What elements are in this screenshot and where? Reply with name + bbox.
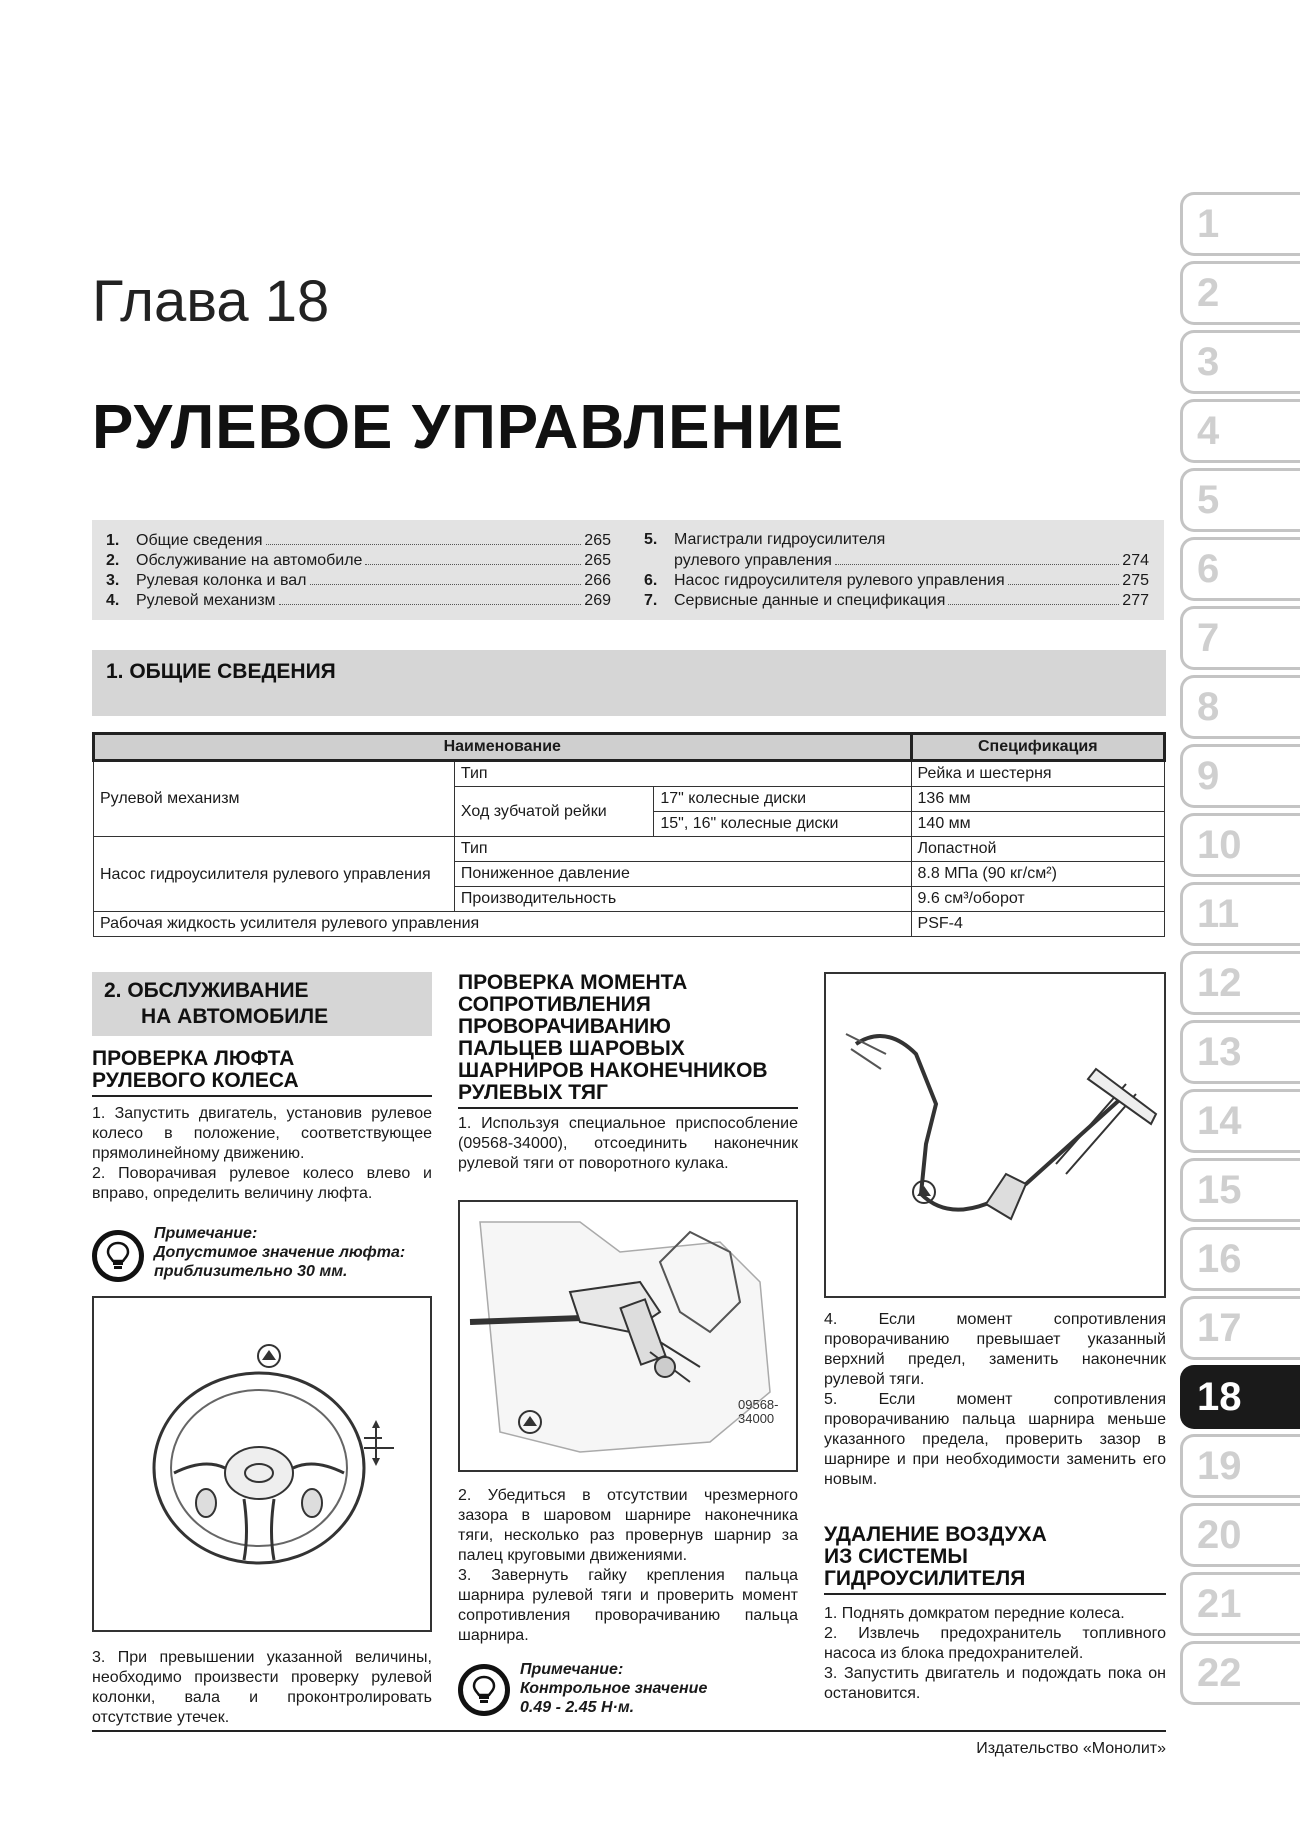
toc-page: 277: [1122, 592, 1149, 609]
toc-page: 274: [1122, 552, 1149, 569]
chapter-tab-1[interactable]: 1: [1180, 192, 1300, 256]
toc-item-6[interactable]: [644, 570, 1149, 590]
toc-item-5-cont[interactable]: [644, 550, 1149, 570]
subhead-wheel-play: [92, 1048, 432, 1097]
cell-pump-type: Тип: [454, 837, 911, 862]
chapter-tab-8[interactable]: 8: [1180, 675, 1300, 739]
toc-page: 266: [584, 572, 611, 589]
col3-steps-b: [824, 1604, 1166, 1704]
chapter-tab-17[interactable]: 17: [1180, 1296, 1300, 1360]
cell-wheels-15-16: 15", 16" колесные диски: [654, 812, 911, 837]
col2-step-2: 2. Убедиться в отсутствии чрезмерного зазора в шаровом шарнире наконечника тяги, несколько раз провернув шарнир за палец круговыми движениями.: [458, 1487, 798, 1564]
subhead-line6: РУЛЕВЫХ ТЯГ: [458, 1081, 608, 1104]
note-line2: 0.49 - 2.45 Н·м.: [520, 1699, 635, 1716]
tool-code-line1: 09568-: [738, 1397, 779, 1412]
chapter-tab-16[interactable]: 16: [1180, 1227, 1300, 1291]
col3-steps-a: [824, 1310, 1166, 1490]
section-2-header: [92, 972, 432, 1036]
note-line1: Допустимое значение люфта:: [154, 1244, 406, 1261]
chapter-tab-15[interactable]: 15: [1180, 1158, 1300, 1222]
bleed-step-2: 2. Извлечь предохранитель топливного насоса из блока предохранителей.: [824, 1625, 1166, 1662]
section-1-header: 1. ОБЩИЕ СВЕДЕНИЯ: [92, 650, 1166, 716]
steering-wheel-illustration: [94, 1298, 430, 1630]
tool-code-line2: 34000: [738, 1411, 775, 1426]
spec-table: [92, 732, 1166, 937]
toc-title: Общие сведения: [136, 532, 263, 549]
table-header-spec: Спецификация: [911, 734, 1164, 761]
section-2-title-line2: НА АВТОМОБИЛЕ: [141, 1005, 329, 1028]
chapter-tab-18-active[interactable]: 18: [1180, 1365, 1300, 1429]
toc-page: 265: [584, 532, 611, 549]
table-header-name: Наименование: [94, 734, 912, 761]
chapter-title: РУЛЕВОЕ УПРАВЛЕНИЕ: [92, 393, 845, 462]
subhead-line3: ПРОВОРАЧИВАНИЮ: [458, 1015, 671, 1038]
toc-title: рулевого управления: [674, 552, 832, 569]
chapter-tab-19[interactable]: 19: [1180, 1434, 1300, 1498]
toc-title: Обслуживание на автомобиле: [136, 552, 363, 569]
toc-number: 5.: [644, 531, 658, 548]
chapter-tab-9[interactable]: 9: [1180, 744, 1300, 808]
cell-low-pressure-value: 8.8 МПа (90 кг/см²): [911, 862, 1164, 887]
toc-page: 275: [1122, 572, 1149, 589]
toc-page: 269: [584, 592, 611, 609]
publisher-footer: Издательство «Монолит»: [976, 1740, 1166, 1757]
lightbulb-icon: [92, 1230, 144, 1282]
section-2-title-line1: 2. ОБСЛУЖИВАНИЕ: [104, 979, 309, 1002]
toc-item-7[interactable]: [644, 590, 1149, 610]
chapter-tab-22[interactable]: 22: [1180, 1641, 1300, 1705]
note-text: [154, 1224, 405, 1281]
note-label: Примечание:: [520, 1661, 624, 1678]
chapter-tab-5[interactable]: 5: [1180, 468, 1300, 532]
toc-item-2[interactable]: [106, 550, 611, 570]
toc-title: Рулевая колонка и вал: [136, 572, 307, 589]
subhead-line1: ПРОВЕРКА МОМЕНТА: [458, 971, 688, 994]
note-play: [92, 1224, 432, 1288]
step-2: 2. Поворачивая рулевое колесо влево и вправо, определить величину люфта.: [92, 1165, 432, 1202]
col1-steps: [92, 1104, 432, 1204]
toc-title: Магистрали гидроусилителя: [674, 531, 886, 548]
cell-fluid-value: PSF-4: [911, 912, 1164, 937]
subhead-line4: ПАЛЬЦЕВ ШАРОВЫХ: [458, 1037, 685, 1060]
cell-capacity-value: 9.6 см³/оборот: [911, 887, 1164, 912]
toc-title: Рулевой механизм: [136, 592, 276, 609]
subhead-line1: УДАЛЕНИЕ ВОЗДУХА: [824, 1523, 1047, 1546]
note-line1: Контрольное значение: [520, 1680, 708, 1697]
chapter-tab-4[interactable]: 4: [1180, 399, 1300, 463]
cell-wheels-17: 17" колесные диски: [654, 787, 911, 812]
chapter-tab-3[interactable]: 3: [1180, 330, 1300, 394]
chapter-tab-10[interactable]: 10: [1180, 813, 1300, 877]
chapter-tab-14[interactable]: 14: [1180, 1089, 1300, 1153]
toc-item-3[interactable]: [106, 570, 611, 590]
cell-pump: Насос гидроусилителя рулевого управления: [94, 837, 455, 912]
chapter-label: Глава 18: [92, 269, 330, 334]
chapter-tab-21[interactable]: 21: [1180, 1572, 1300, 1636]
cell-low-pressure: Пониженное давление: [454, 862, 911, 887]
bleed-step-3: 3. Запустить двигатель и подождать пока он остановится.: [824, 1665, 1166, 1702]
toc-number: 2.: [106, 552, 120, 569]
chapter-tab-13[interactable]: 13: [1180, 1020, 1300, 1084]
tie-rod-puller-illustration: [460, 1202, 796, 1470]
toc-item-5[interactable]: [644, 530, 1149, 550]
subhead-line5: ШАРНИРОВ НАКОНЕЧНИКОВ: [458, 1059, 768, 1082]
subhead-line1: ПРОВЕРКА ЛЮФТА: [92, 1047, 295, 1070]
col3-step-5: 5. Если момент сопротивления проворачиванию пальца шарнира меньше указанного предела, проверить зазор в шарнире и при необходимости заменить его новым.: [824, 1391, 1166, 1488]
lightbulb-icon: [458, 1664, 510, 1716]
cell-rack-stroke: Ход зубчатой рейки: [454, 787, 653, 837]
bleed-step-1: 1. Поднять домкратом передние колеса.: [824, 1605, 1125, 1622]
toc-number: 3.: [106, 572, 120, 589]
cell-stroke-15-16: 140 мм: [911, 812, 1164, 837]
toc-number: 7.: [644, 592, 658, 609]
cell-fluid: Рабочая жидкость усилителя рулевого управления: [94, 912, 912, 937]
steering-wheel-figure: [92, 1296, 432, 1632]
col3-step-4: 4. Если момент сопротивления проворачиванию превышает указанный верхний предел, заменить наконечник рулевой тяги.: [824, 1311, 1166, 1388]
cell-stroke-17: 136 мм: [911, 787, 1164, 812]
chapter-tab-12[interactable]: 12: [1180, 951, 1300, 1015]
note-line2: приблизительно 30 мм.: [154, 1263, 348, 1280]
tie-rod-puller-figure: [458, 1200, 798, 1472]
torque-wrench-figure: [824, 972, 1166, 1298]
col2-steps: [458, 1486, 798, 1646]
col2-step-1: 1. Используя специальное приспособление (09568-34000), отсоединить наконечник рулевой тяги от поворотного кулака.: [458, 1115, 798, 1172]
chapter-tab-11[interactable]: 11: [1180, 882, 1300, 946]
subhead-ball-joint-torque: [458, 972, 798, 1109]
toc-number: 6.: [644, 572, 658, 589]
toc-item-1[interactable]: [106, 530, 611, 550]
tool-code-label: [738, 1398, 778, 1426]
chapter-tab-6[interactable]: 6: [1180, 537, 1300, 601]
cell-rack-pinion: Рейка и шестерня: [911, 761, 1164, 787]
chapter-tab-20[interactable]: 20: [1180, 1503, 1300, 1567]
subhead-bleeding: [824, 1524, 1166, 1595]
col2-step-3: 3. Завернуть гайку крепления пальца шарнира рулевой тяги и проверить момент сопротивления проворачиванию пальца шарнира.: [458, 1567, 798, 1644]
step-3: 3. При превышении указанной величины, необходимо произвести проверку рулевой колонки, вала и проконтролировать отсутствие утечек.: [92, 1649, 432, 1726]
cell-vane: Лопастной: [911, 837, 1164, 862]
toc-number: 4.: [106, 592, 120, 609]
subhead-line2: ИЗ СИСТЕМЫ: [824, 1545, 968, 1568]
subhead-line3: ГИДРОУСИЛИТЕЛЯ: [824, 1567, 1026, 1590]
note-text: [520, 1660, 707, 1717]
table-of-contents: [92, 520, 1164, 620]
step-1: 1. Запустить двигатель, установив рулевое колесо в положение, соответствующее прямолинейному движению.: [92, 1105, 432, 1162]
cell-type: Тип: [454, 761, 911, 787]
cell-capacity: Производительность: [454, 887, 911, 912]
chapter-tab-2[interactable]: 2: [1180, 261, 1300, 325]
torque-wrench-illustration: [826, 974, 1164, 1296]
subhead-line2: СОПРОТИВЛЕНИЯ: [458, 993, 651, 1016]
toc-title: Сервисные данные и спецификация: [674, 592, 946, 609]
chapter-tab-7[interactable]: 7: [1180, 606, 1300, 670]
note-torque: [458, 1660, 798, 1724]
subhead-line2: РУЛЕВОГО КОЛЕСА: [92, 1069, 299, 1092]
toc-page: 265: [584, 552, 611, 569]
toc-title: Насос гидроусилителя рулевого управления: [674, 572, 1005, 589]
note-label: Примечание:: [154, 1225, 258, 1242]
toc-item-4[interactable]: [106, 590, 611, 610]
cell-steering-gear: Рулевой механизм: [94, 761, 455, 837]
footer-divider: [92, 1730, 1166, 1732]
toc-number: 1.: [106, 532, 120, 549]
